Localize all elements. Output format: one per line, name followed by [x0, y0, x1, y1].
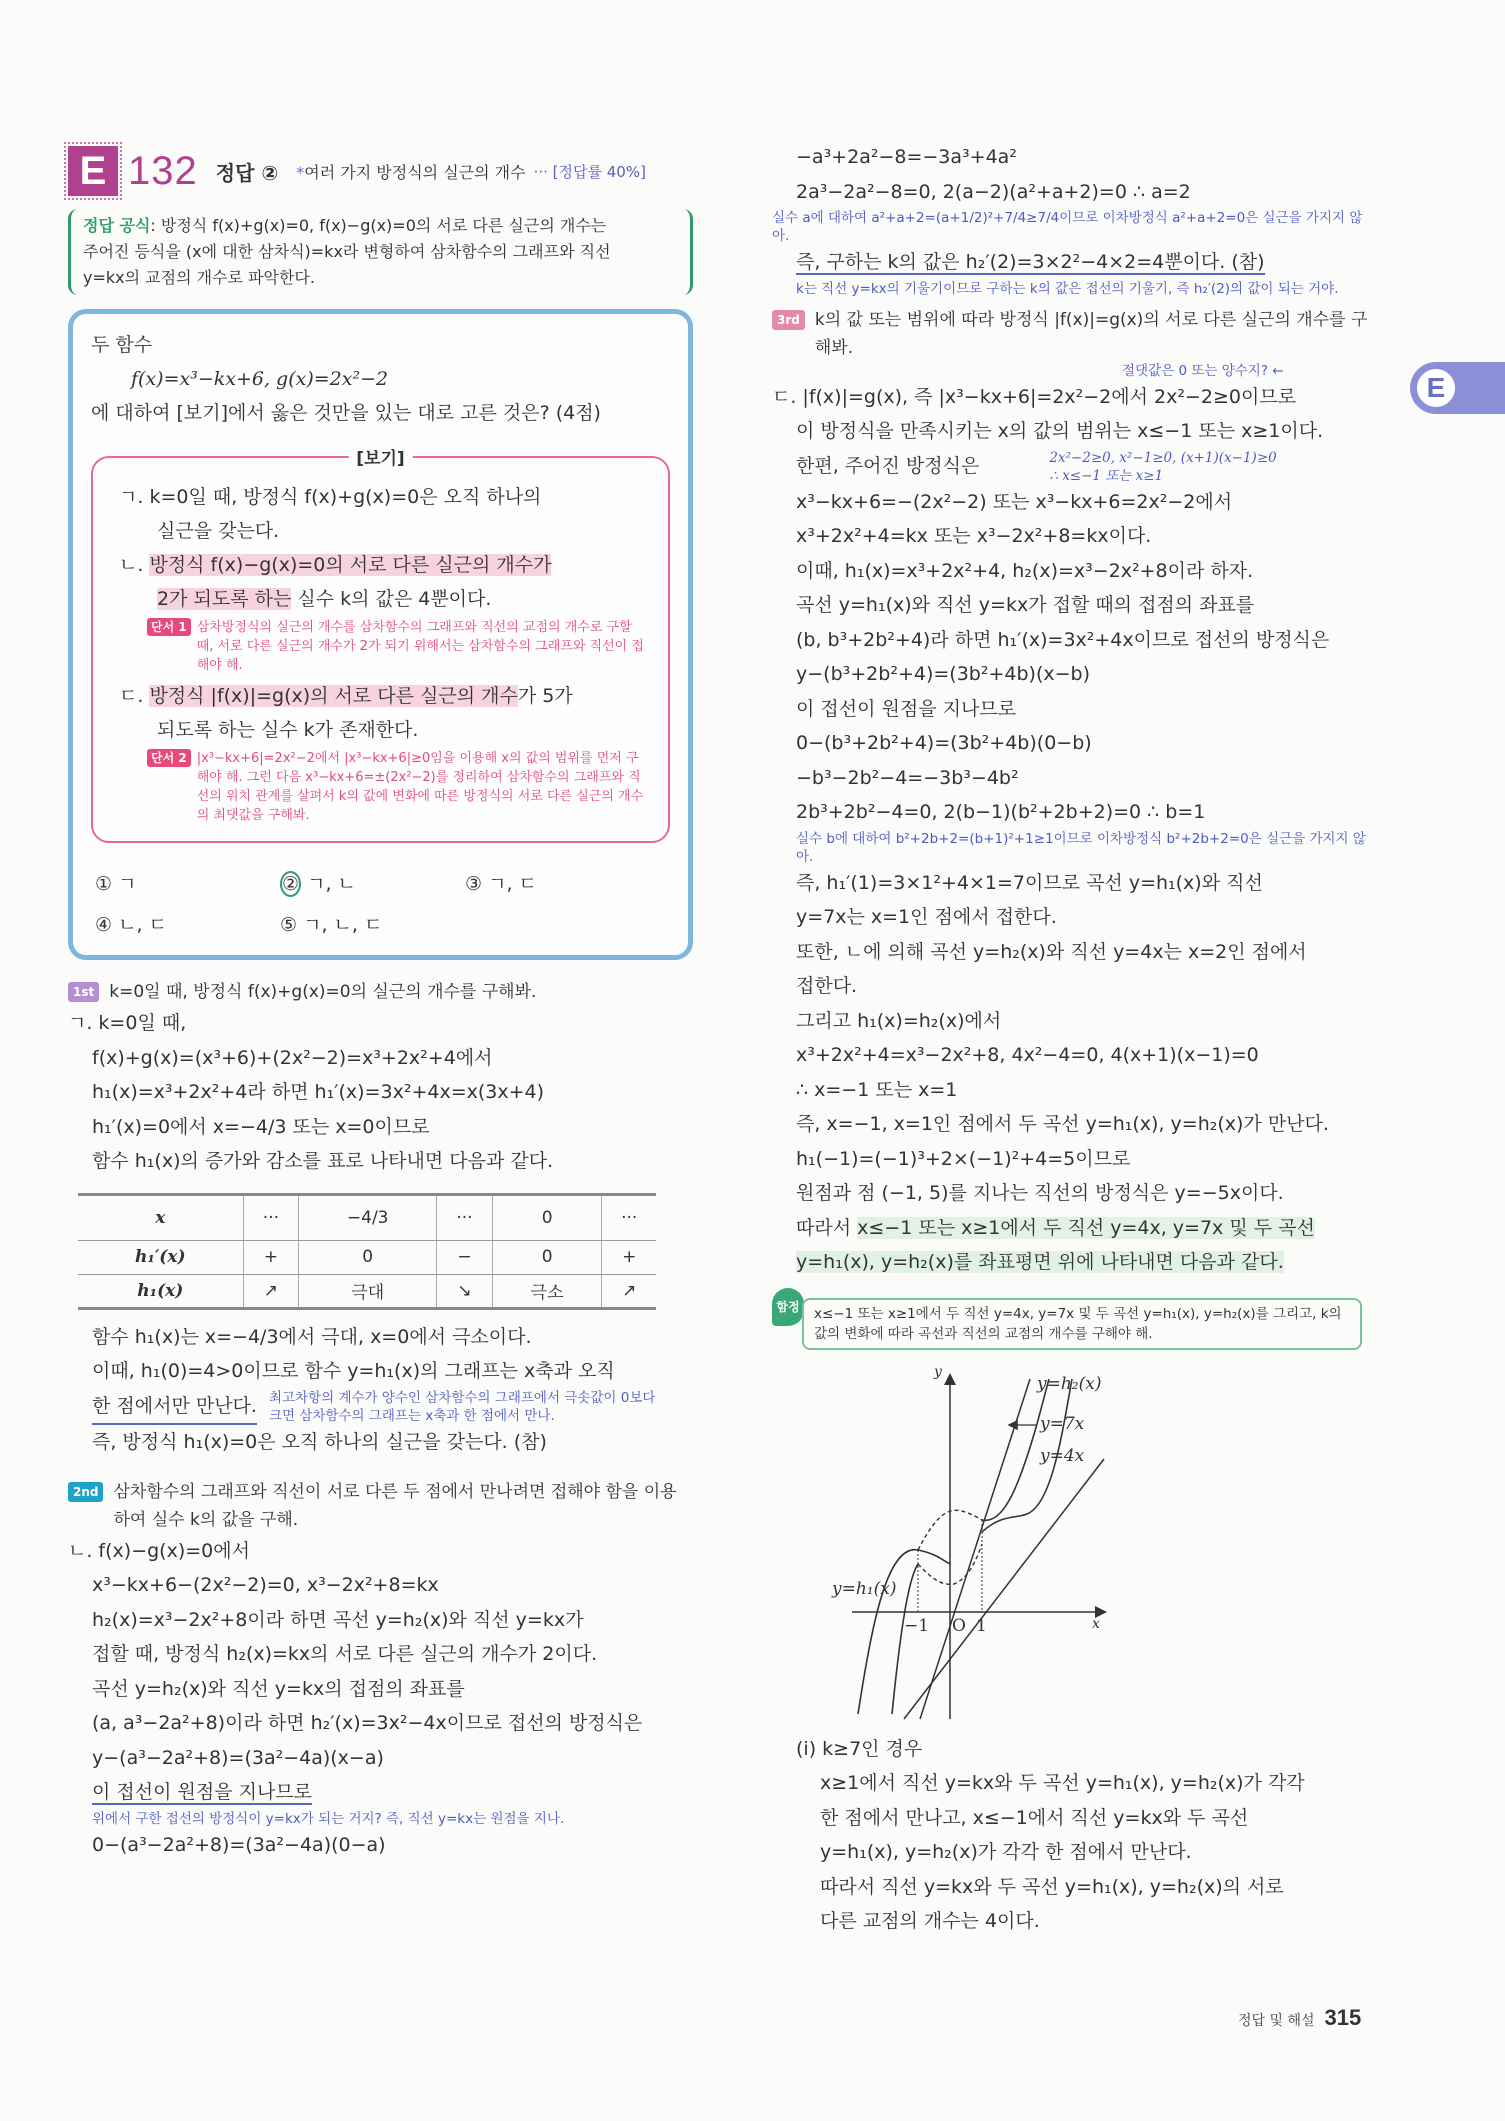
step-tag: 2nd [68, 1482, 103, 1502]
footer-label: 정답 및 해설 [1238, 2013, 1315, 2029]
trap-tag: 함정 [772, 1288, 804, 1326]
bogi-title: [보기] [348, 444, 412, 469]
trap-callout: 함정 x≤−1 또는 x≥1에서 두 직선 y=4x, y=7x 및 두 곡선 y=h₁(x), y=h₂(x)를 그리고, k의 값의 변화에 따라 곡선과 직선의 교점의 개수를 구해야 해. [772, 1288, 1372, 1350]
answer-formula-box: 정답 공식: 방정식 f(x)+g(x)=0, f(x)−g(x)=0의 서로 다른 실근의 개수는 주어진 등식을 (x에 대한 삼차식)=kx라 변형하여 삼차함수의 그래프와 직선 y=kx의 교점의 개수로 파악한다. [68, 209, 693, 295]
variation-table: x ··· −4/3 ··· 0 ··· h₁′(x) + 0 − 0 + h₁(x) ↗ 극대 ↘ 극소 ↗ [78, 1193, 656, 1310]
topic: *여러 가지 방정식의 실근의 개수 [296, 162, 526, 182]
problem-box [68, 309, 693, 960]
note: 위에서 구한 접선의 방정식이 y=kx가 되는 거지? 즉, 직선 y=kx는 원점을 지나. [92, 1810, 565, 1827]
graph-h1-h2-lines [832, 1363, 1182, 1724]
step-2-heading: 2nd 삼차함수의 그래프와 직선이 서로 다른 두 점에서 만나려면 접해야 함을 이용하여 실수 k의 값을 구해. [68, 1478, 693, 1534]
label-h2: y=h₂(x) [1037, 1373, 1102, 1394]
note: 최고차항의 계수가 양수인 삼차함수의 그래프에서 극솟값이 0보다 크면 삼차함수의 그래프는 x축과 한 점에서 만나. [268, 1389, 656, 1424]
choice-2-selected[interactable]: ② ㄱ, ㄴ [282, 873, 356, 895]
problem-header [68, 145, 693, 197]
choice-5[interactable]: ⑤ ㄱ, ㄴ, ㄷ [280, 914, 383, 936]
hint-tag: 단서 1 [147, 618, 191, 636]
problem-intro: 두 함수 [91, 334, 153, 356]
step-2-solution: ㄴ. f(x)−g(x)=0에서 x³−kx+6−(2x²−2)=0, x³−2x²+8=kx h₂(x)=x³−2x²+8이라 하면 곡선 y=h₂(x)와 직선 y=kx가 접할 때, 방정식 h₂(x)=kx의 서로 다른 실근의 개수가 2이다. 곡선 y=h₂(x)와 직선 y=kx의 접점의 좌표를 (a, a³−2a²+8)이라 하면 h₂′(x)=3x²−4x이므로 접선의 방정식은 y−(a³−2a²+8)=(3a²−4a)(x−a) 이 접선이 원점을 지나므로 위에서 구한 접선의 방정식이 y=kx가 되는 거지? 즉, 직선 y=kx는 원점을 지나. 0−(a³−2a²+8)=(3a²−4a)(0−a) [68, 1534, 693, 1863]
step-1-solution: ㄱ. k=0일 때, f(x)+g(x)=(x³+6)+(2x²−2)=x³+2x²+4에서 h₁(x)=x³+2x²+4라 하면 h₁′(x)=3x²+4x=x(3x+4) h₁′(x)=0에서 x=−4/3 또는 x=0이므로 함수 h₁(x)의 증가와 감소를 표로 나타내면 다음과 같다. [68, 1012, 554, 1172]
step-3-solution: ㄷ. |f(x)|=g(x), 즉 |x³−kx+6|=2x²−2에서 2x²−2≥0이므로 이 방정식을 만족시키는 x의 값의 범위는 x≤−1 또는 x≥1이다. 한편, 주어진 방정식은 2x²−2≥0, x²−1≥0, (x+1)(x−1)≥0 ∴ x≤−1 또는 x≥1 x³−kx+6=−(2x²−2) 또는 x³−kx+6=2x²−2에서 x³+2x²+4=kx 또는 x³−2x²+8=kx이다. 이때, h₁(x)=x³+2x²+4, h₂(x)=x³−2x²+8이라 하자. 곡선 y=h₁(x)와 직선 y=kx가 접할 때의 접점의 좌표를 (b, b³+2b²+4)라 하면 h₁′(x)=3x²+4x이므로 접선의 방정식은 y−(b³+2b²+4)=(3b²+4b)(x−b) 이 접선이 원점을 지나므로 0−(b³+2b²+4)=(3b²+4b)(0−b) −b³−2b²−4=−3b³−4b² 2b³+2b²−4=0, 2(b−1)(b²+2b+2)=0 ∴ b=1 실수 b에 대하여 b²+2b+2=(b+1)²+1≥1이므로 이차방정식 b²+2b+2=0은 실근을 가지지 않아. 즉, h₁′(1)=3×1²+4×1=7이므로 곡선 y=h₁(x)와 직선 y=7x는 x=1인 점에서 접한다. 또한, ㄴ에 의해 곡선 y=h₂(x)와 직선 y=4x는 x=2인 점에서 접한다. 그리고 h₁(x)=h₂(x)에서 x³+2x²+4=x³−2x²+8, 4x²−4=0, 4(x+1)(x−1)=0 ∴ x=−1 또는 x=1 즉, x=−1, x=1인 점에서 두 곡선 y=h₁(x), y=h₂(x)가 만난다. h₁(−1)=(−1)³+2×(−1)²+4=5이므로 원점과 점 (−1, 5)를 지나는 직선의 방정식은 y=−5x이다. 따라서 x≤−1 또는 x≥1에서 두 직선 y=4x, y=7x 및 두 곡선 y=h₁(x), y=h₂(x)를 좌표평면 위에 나타내면 다음과 같다. [772, 380, 1372, 1280]
answer-choices [91, 869, 670, 937]
choice-3[interactable]: ③ ㄱ, ㄷ [465, 873, 537, 895]
solution-continued: −a³+2a²−8=−3a³+4a² 2a³−2a²−8=0, 2(a−2)(a²+a+2)=0 ∴ a=2 실수 a에 대하여 a²+a+2=(a+1/2)²+7/4≥7/4이므로 이차방정식 a²+a+2=0은 실근을 가지지 않아. 즉, 구하는 k의 값은 h₂′(2)=3×2²−4×2=4뿐이다. (참) k는 직선 y=kx의 기울기이므로 구하는 k의 값은 접선의 기울기, 즉 h₂′(2)의 값이 되는 거야. [772, 140, 1372, 298]
correct-rate: ··· [정답률 40%] [533, 162, 646, 181]
chapter-letter-icon: E [1414, 366, 1458, 410]
hint-2: 단서 2 |x³−kx+6|=2x²−2에서 |x³−kx+6|≥0임을 이용해 x의 값의 범위를 먼저 구해야 해. 그런 다음 x³−kx+6=±(2x²−2)를 정리하여 삼차함수의 그래프와 직선의 위치 관계를 살펴서 k의 값에 변화에 따른 방정식의 서로 다른 실근의 개수의 최댓값을 구해봐. [147, 749, 650, 825]
step-tag: 1st [68, 982, 99, 1002]
page-footer [1238, 2005, 1361, 2031]
tick-1: 1 [976, 1615, 987, 1636]
step-1-heading: 1st k=0일 때, 방정식 f(x)+g(x)=0의 실근의 개수를 구해봐. [68, 978, 693, 1006]
note: 실수 b에 대하여 b²+2b+2=(b+1)²+1≥1이므로 이차방정식 b²+2b+2=0은 실근을 가지지 않아. [796, 830, 1366, 865]
note: 실수 a에 대하여 a²+a+2=(a+1/2)²+7/4≥7/4이므로 이차방정식 a²+a+2=0은 실근을 가지지 않아. [772, 210, 1363, 244]
note: k는 직선 y=kx의 기울기이므로 구하는 k의 값은 접선의 기울기, 즉 h₂′(2)의 값이 되는 거야. [796, 280, 1339, 297]
formula-label: 정답 공식 [83, 216, 151, 235]
origin-label: O [952, 1615, 966, 1636]
bogi-box [91, 449, 670, 843]
page-number: 315 [1324, 2005, 1362, 2030]
answer-label: 정답 ② [215, 160, 279, 185]
tick-neg1: −1 [904, 1615, 930, 1636]
graph-svg [842, 1364, 1182, 1724]
problem-functions: f(x)=x³−kx+6, g(x)=2x²−2 [131, 368, 389, 390]
label-x-axis: x [1092, 1615, 1100, 1632]
side-calc: 2x²−2≥0, x²−1≥0, (x+1)(x−1)≥0 ∴ x≤−1 또는 x≥1 [1049, 449, 1277, 484]
hint-tag: 단서 2 [147, 749, 191, 767]
problem-number: 132 [128, 148, 198, 193]
hint-1: 단서 1 삼차방정식의 실근의 개수를 삼차함수의 그래프와 직선의 교점의 개수로 구할 때, 서로 다른 실근의 개수가 2가 되기 위해서는 삼차함수의 그래프와 직선이 접해야 해. [147, 618, 650, 675]
right-column [772, 140, 1372, 1939]
section-badge: E [68, 146, 118, 196]
chapter-side-tab [1410, 362, 1505, 414]
step-1-conclusion: 함수 h₁(x)는 x=−4/3에서 극대, x=0에서 극소이다. 이때, h₁(0)=4>0이므로 함수 y=h₁(x)의 그래프는 x축과 오직 한 점에서만 만난다. 최고차항의 계수가 양수인 삼차함수의 그래프에서 극솟값이 0보다 크면 삼차함수의 그래프는 x축과 한 점에서 만나. 즉, 방정식 h₁(x)=0은 오직 하나의 실근을 갖는다. (참) [68, 1320, 693, 1460]
step-3-heading: 3rd k의 값 또는 범위에 따라 방정식 |f(x)|=g(x)의 서로 다른 실근의 개수를 구해봐. [772, 306, 1372, 362]
label-7x: y=7x [1040, 1413, 1085, 1434]
bogi-item-3: ㄷ. 방정식 |f(x)|=g(x)의 서로 다른 실근의 개수가 5가 되도록 하는 실수 k가 존재한다. [119, 685, 573, 741]
label-y-axis: y [934, 1363, 942, 1380]
abs-note: 절댓값은 0 또는 양수지? ← [1122, 362, 1284, 379]
choice-1[interactable]: ① ㄱ [95, 873, 137, 895]
step-tag: 3rd [772, 310, 805, 330]
bogi-item-1: ㄱ. k=0일 때, 방정식 f(x)+g(x)=0은 오직 하나의 실근을 갖는다. [119, 486, 542, 542]
star-icon: * [296, 162, 305, 182]
case-1: (i) k≥7인 경우 x≥1에서 직선 y=kx와 두 곡선 y=h₁(x), y=h₂(x)가 각각 한 점에서 만나고, x≤−1에서 직선 y=kx와 두 곡선 y=h₁(x), y=h₂(x)가 각각 한 점에서 만난다. 따라서 직선 y=kx와 두 곡선 y=h₁(x), y=h₂(x)의 서로 다른 교점의 개수는 4이다. [796, 1737, 1305, 1932]
choice-4[interactable]: ④ ㄴ, ㄷ [95, 914, 167, 936]
left-column [68, 145, 693, 1862]
label-h1: y=h₁(x) [832, 1578, 897, 1599]
problem-question: 에 대하여 [보기]에서 옳은 것만을 있는 대로 고른 것은? (4점) [91, 402, 601, 424]
label-4x: y=4x [1040, 1445, 1085, 1466]
bogi-item-2: ㄴ. 방정식 f(x)−g(x)=0의 서로 다른 실근의 개수가 2가 되도록 하는 실수 k의 값은 4뿐이다. [119, 554, 552, 610]
